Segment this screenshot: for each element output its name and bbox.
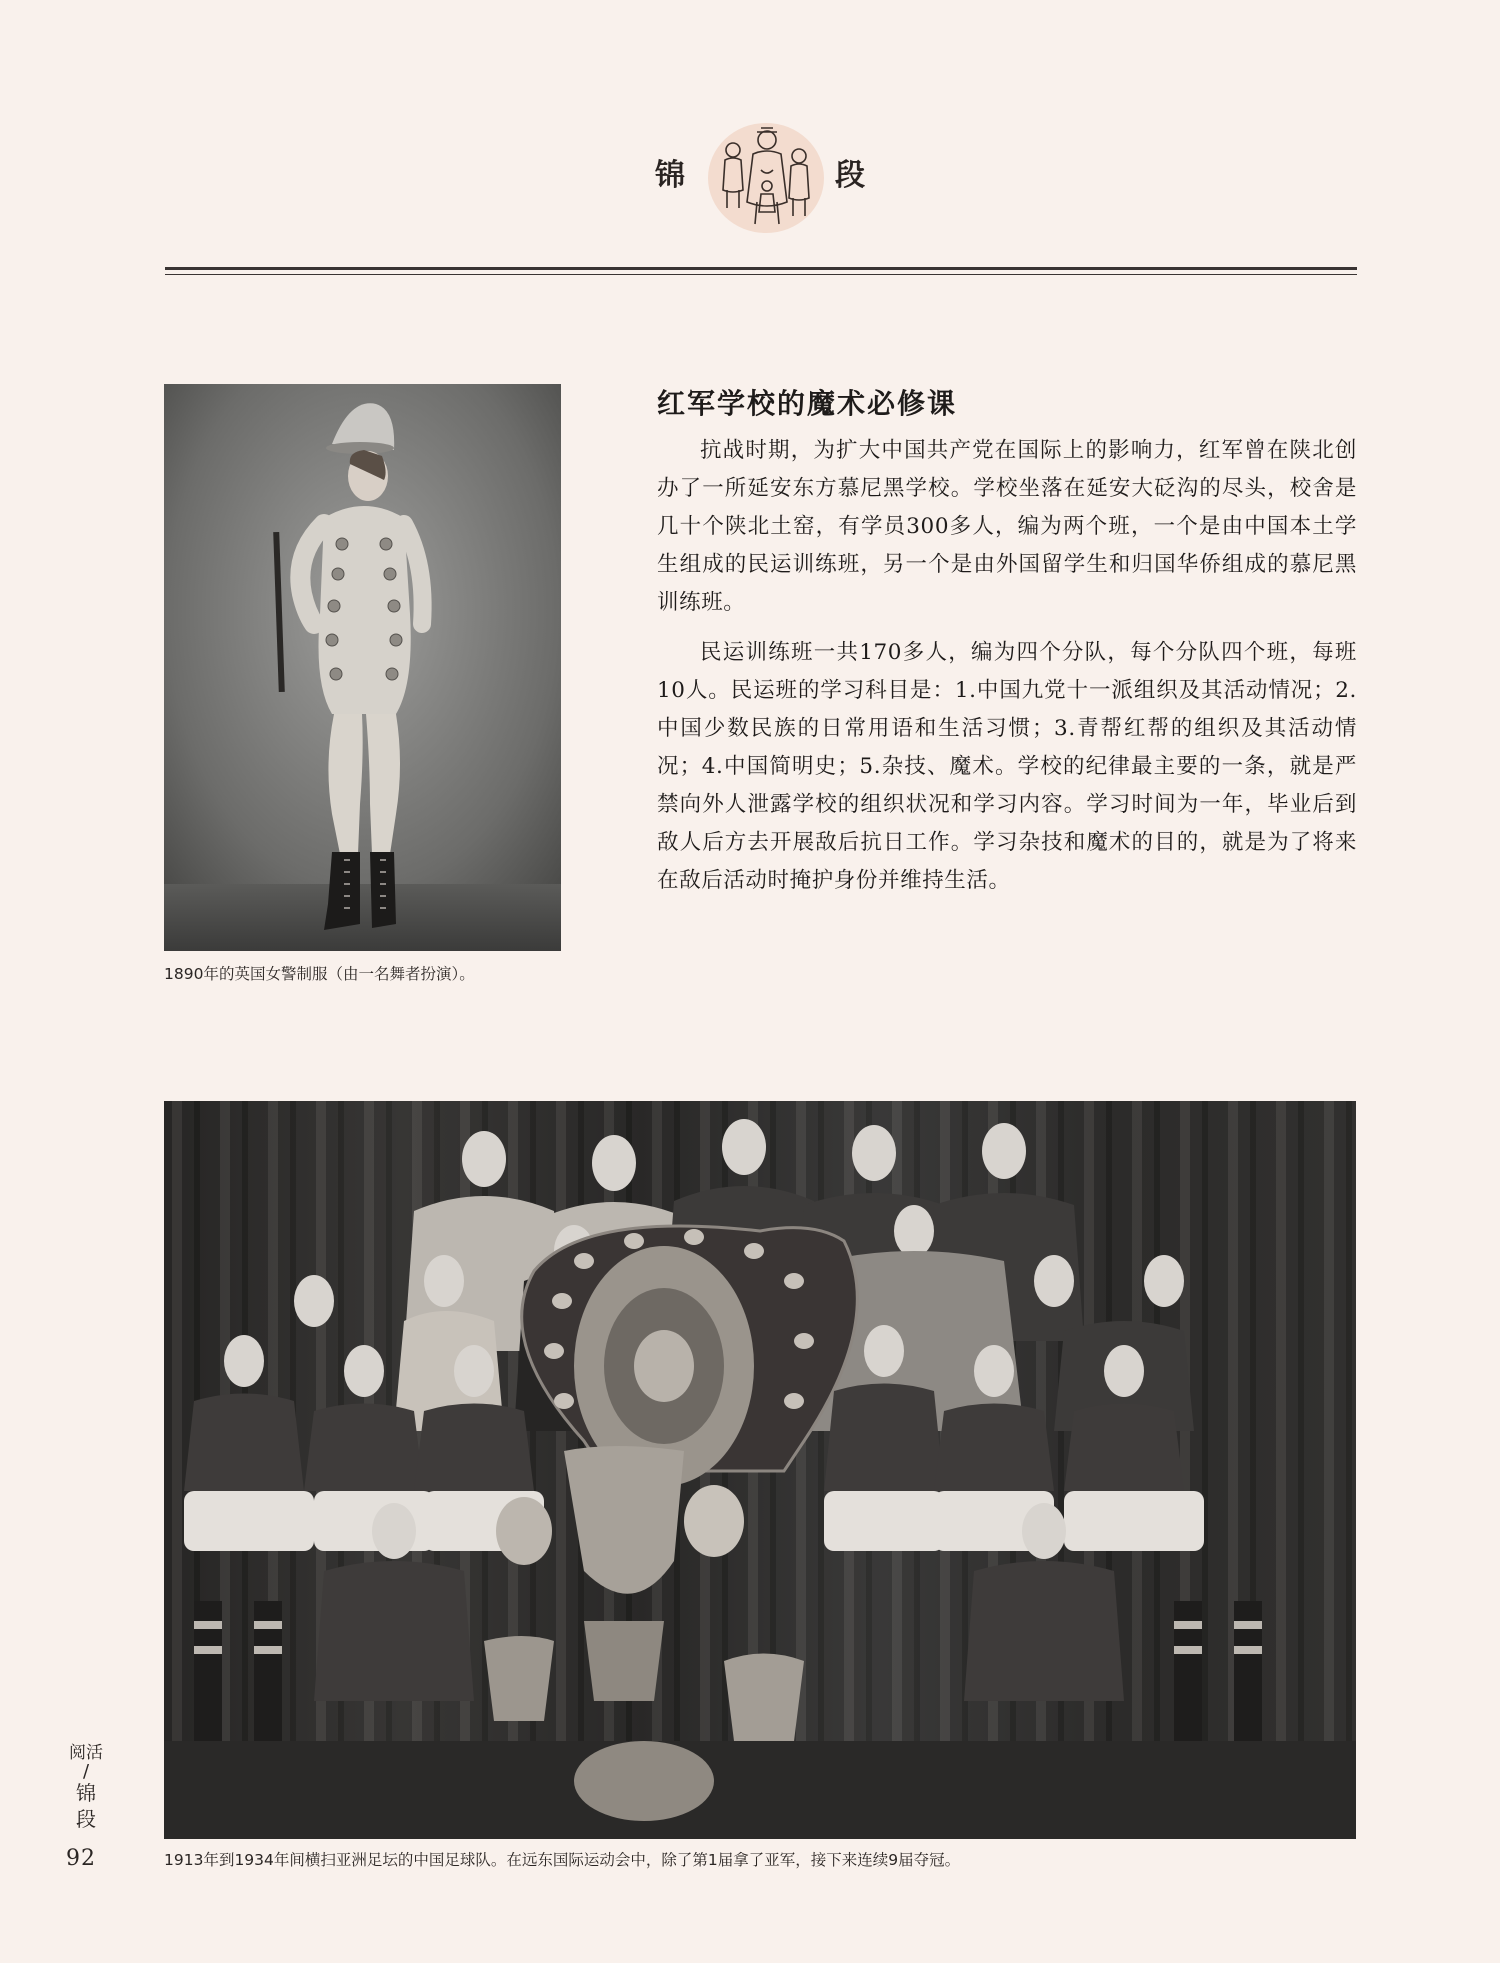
header-rule-thick bbox=[165, 267, 1357, 270]
folio-label bbox=[68, 1742, 104, 1832]
article-body bbox=[657, 432, 1357, 912]
article-paragraph: 抗战时期，为扩大中国共产党在国际上的影响力，红军曾在陕北创办了一所延安东方慕尼黑学校。学校坐落在延安大砭沟的尽头，校舍是几十个陕北土窑，有学员300多人，编为两个班，一个是由中国本土学生组成的民运训练班，另一个是由外国留学生和归国华侨组成的慕尼黑训练班。 bbox=[657, 438, 1357, 615]
article-title: 红军学校的魔术必修课 bbox=[657, 387, 958, 420]
football-team-photo bbox=[164, 1101, 1356, 1839]
folio-slash: / bbox=[82, 1761, 90, 1782]
header-char-right: 段 bbox=[835, 158, 865, 193]
folio-label-top: 阅活 bbox=[69, 1743, 103, 1763]
policewoman-photo bbox=[164, 384, 561, 951]
header-rule-thin bbox=[165, 274, 1357, 275]
folio-label-bottom: 锦段 bbox=[76, 1781, 96, 1831]
page-number: 92 bbox=[66, 1846, 96, 1871]
policewoman-photo-caption: 1890年的英国女警制服（由一名舞者扮演）。 bbox=[164, 965, 475, 983]
header-char-left: 锦 bbox=[655, 158, 685, 193]
article-paragraph: 民运训练班一共170多人，编为四个分队，每个分队四个班，每班10人。民运班的学习科目是：1.中国九党十一派组织及其活动情况；2.中国少数民族的日常用语和生活习惯；3.青帮红帮的组织及其活动情况；4.中国简明史；5.杂技、魔术。学校的纪律最主要的一条，就是严禁向外人泄露学校的组织状况和学习内容。学习时间为一年，毕业后到敌人后方去开展敌后抗日工作。学习杂技和魔术的目的，就是为了将来在敌后活动时掩护身份并维持生活。 bbox=[657, 640, 1357, 893]
football-photo-caption: 1913年到1934年间横扫亚洲足坛的中国足球队。在远东国际运动会中，除了第1届拿了亚军，接下来连续9届夺冠。 bbox=[164, 1851, 961, 1869]
figures-illustration-icon bbox=[705, 120, 827, 236]
